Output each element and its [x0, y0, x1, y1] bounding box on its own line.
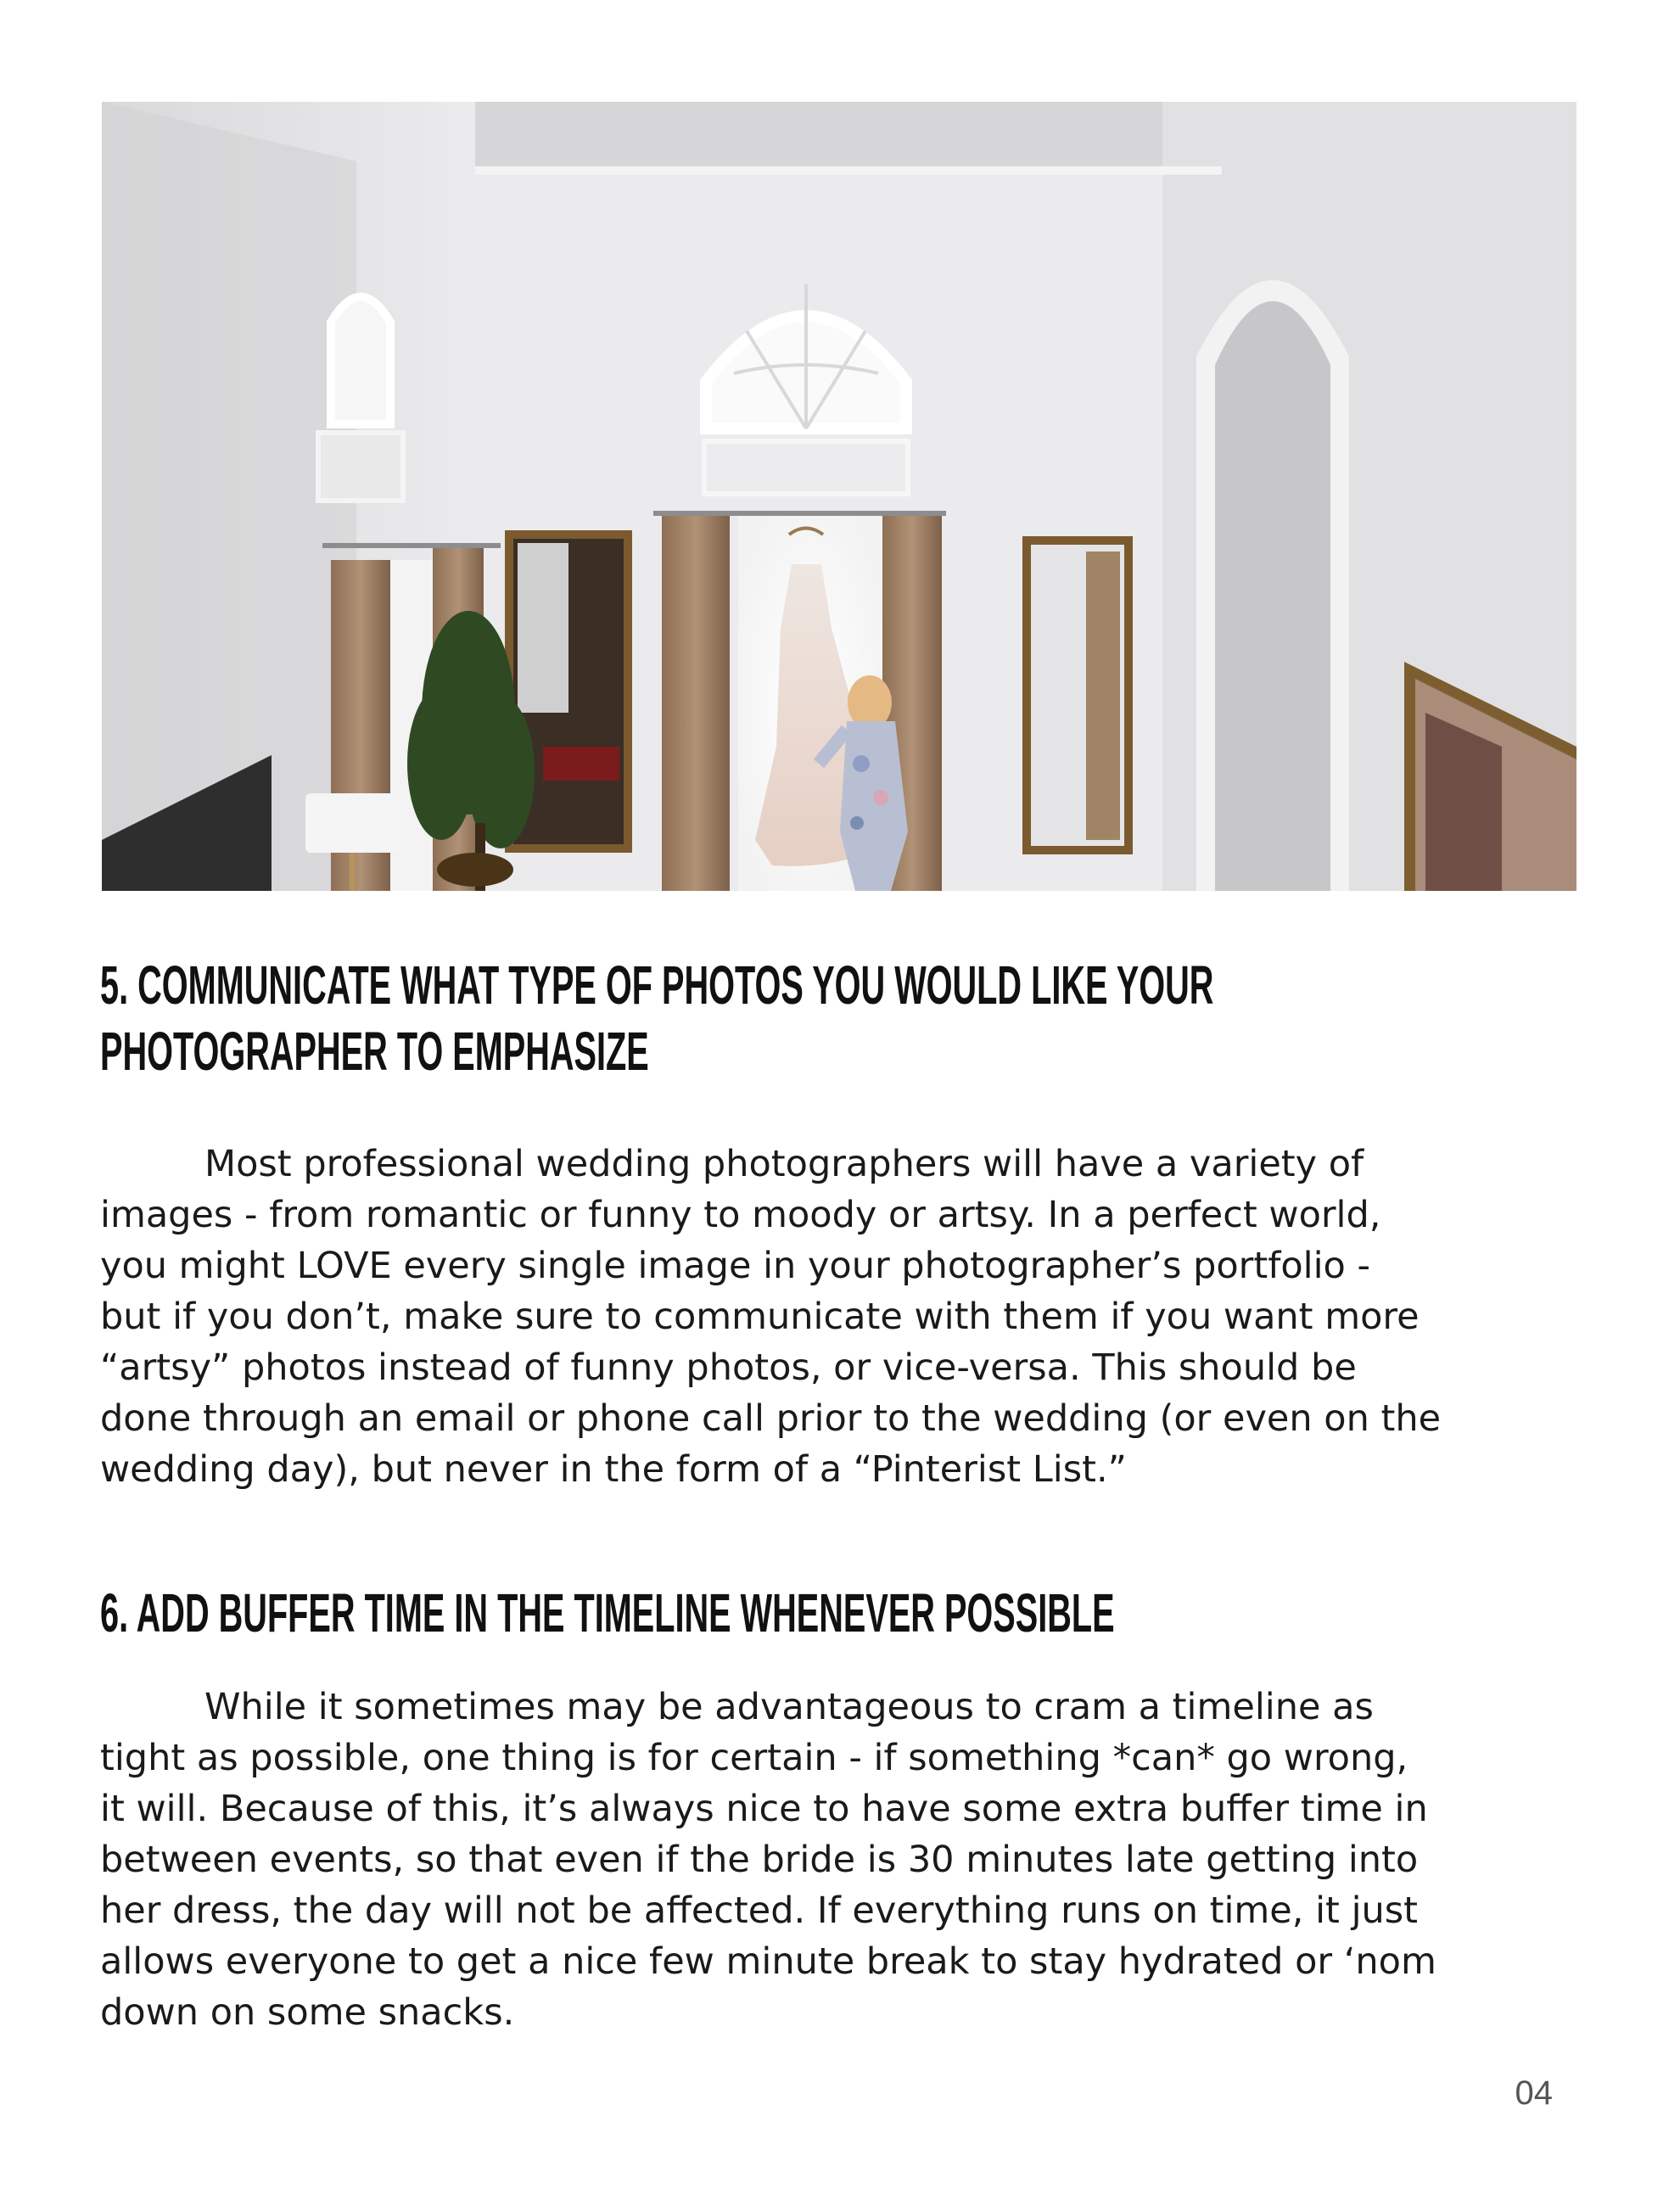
- paragraph-line: done through an email or phone call prior to the wedding (or even on the: [100, 1397, 1442, 1440]
- section-6-heading-line: 6. ADD BUFFER TIME IN THE TIMELINE WHENEVER POSSIBLE: [100, 1582, 1115, 1643]
- page-number: 04: [1515, 2074, 1553, 2112]
- paragraph-line: her dress, the day will not be affected. If everything runs on time, it just: [100, 1889, 1419, 1932]
- section-6-paragraph: [100, 1682, 1593, 2038]
- section-5-heading-line: 5. COMMUNICATE WHAT TYPE OF PHOTOS YOU WOULD LIKE YOUR: [100, 955, 1214, 1016]
- paragraph-line: but if you don’t, make sure to communicate with them if you want more: [100, 1296, 1420, 1338]
- paragraph-line: between events, so that even if the bride is 30 minutes late getting into: [100, 1839, 1419, 1881]
- section-5-heading-line: PHOTOGRAPHER TO EMPHASIZE: [100, 1021, 649, 1082]
- section-5-heading: [100, 952, 1213, 1084]
- section-5-paragraph: [100, 1139, 1593, 1495]
- bridal-room-photo: [102, 102, 1576, 891]
- paragraph-line: it will. Because of this, it’s always nice to have some extra buffer time in: [100, 1788, 1428, 1830]
- paragraph-line: While it sometimes may be advantageous to cram a timeline as: [204, 1686, 1374, 1728]
- paragraph-line: Most professional wedding photographers will have a variety of: [204, 1143, 1364, 1185]
- paragraph-line: tight as possible, one thing is for certain - if something *can* go wrong,: [100, 1737, 1408, 1779]
- section-6-heading: [100, 1580, 1115, 1646]
- paragraph-line: allows everyone to get a nice few minute break to stay hydrated or ‘nom: [100, 1940, 1436, 1983]
- paragraph-line: down on some snacks.: [100, 1991, 515, 2034]
- paragraph-line: “artsy” photos instead of funny photos, or vice-versa. This should be: [100, 1346, 1357, 1389]
- paragraph-line: you might LOVE every single image in your photographer’s portfolio -: [100, 1245, 1371, 1287]
- paragraph-line: images - from romantic or funny to moody or artsy. In a perfect world,: [100, 1194, 1381, 1236]
- bridal-room-illustration: [102, 102, 1576, 891]
- paragraph-line: wedding day), but never in the form of a “Pinterist List.”: [100, 1448, 1127, 1491]
